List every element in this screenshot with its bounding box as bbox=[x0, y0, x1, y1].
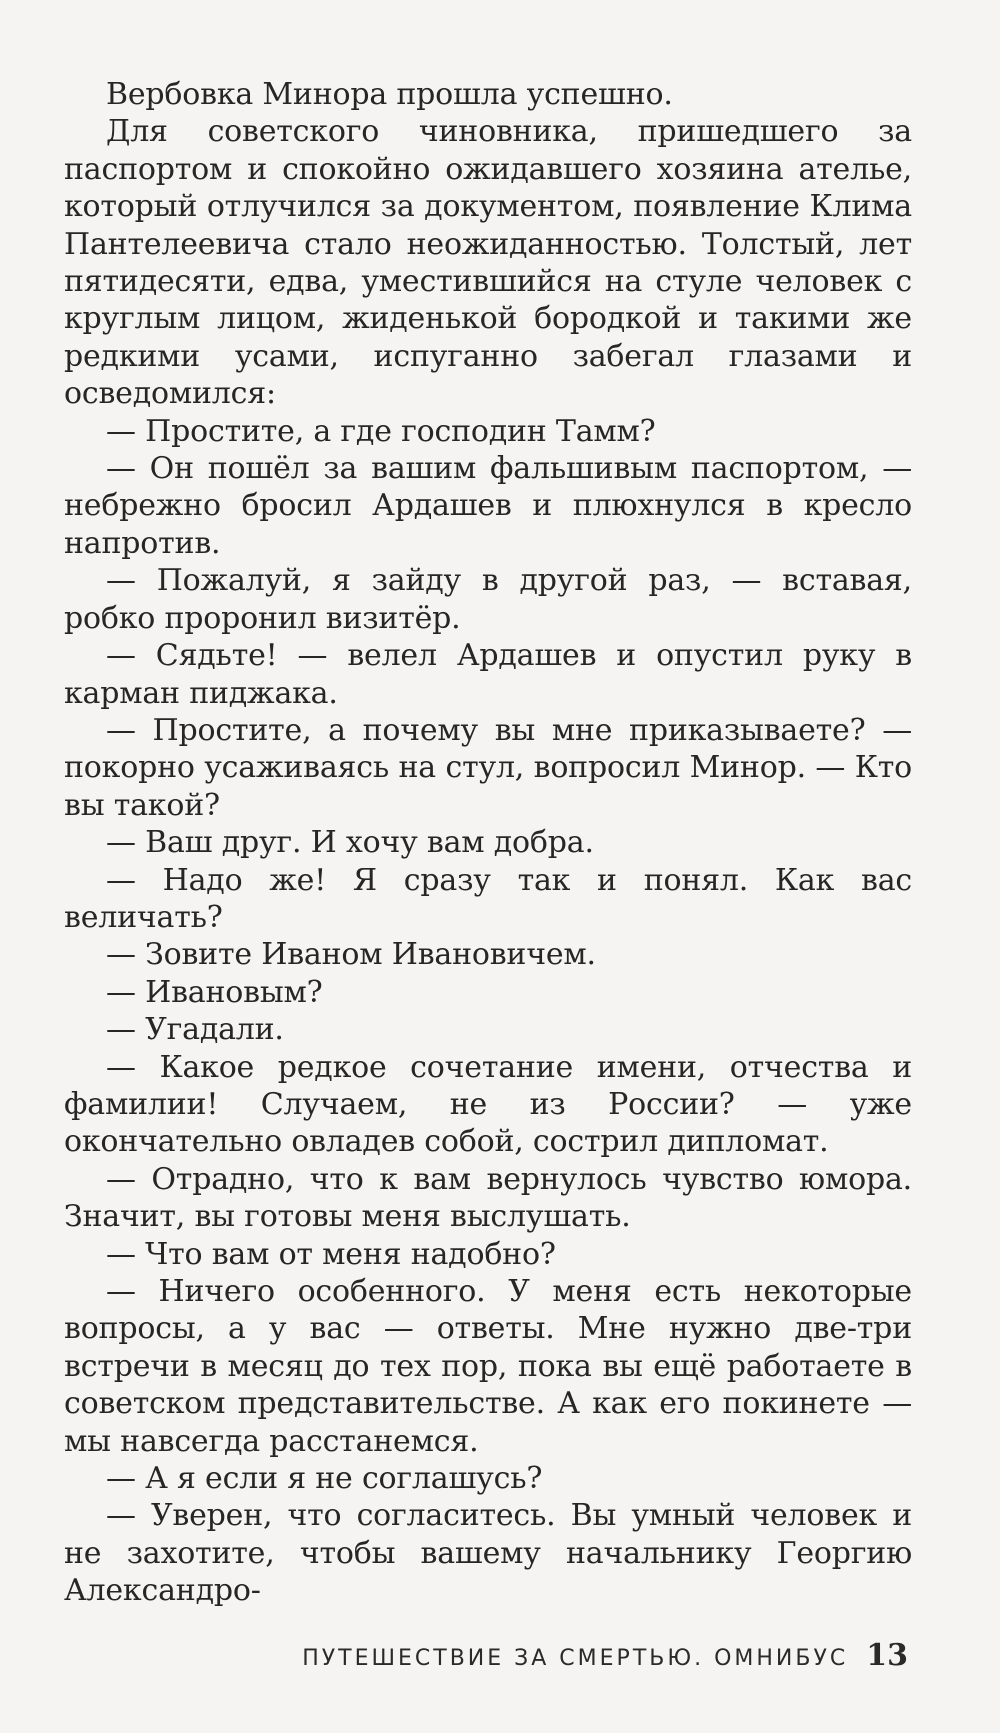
paragraph: — Угадали. bbox=[106, 1012, 284, 1048]
paragraph: — Пожалуй, я зайду в другой раз, — вставая, робко проронил визитёр. bbox=[64, 563, 912, 636]
paragraph: — Простите, а где господин Тамм? bbox=[106, 413, 656, 449]
paragraph: — Сядьте! — велел Ардашев и опустил руку в карман пиджака. bbox=[64, 638, 912, 711]
paragraph: Вербовка Минора прошла успешно. bbox=[106, 77, 673, 112]
page-body-text bbox=[64, 76, 912, 1610]
page-footer bbox=[192, 1638, 908, 1678]
paragraph: — Ивановым? bbox=[106, 974, 323, 1010]
paragraph: — Он пошёл за вашим фальшивым паспортом, — небрежно бросил Ардашев и плюхнулся в кресло напротив. bbox=[64, 451, 912, 561]
paragraph: — Простите, а почему вы мне приказываете? — покорно усаживаясь на стул, вопросил Минор. — Кто вы такой? bbox=[64, 712, 912, 823]
paragraph: Для советского чиновника, пришедшего за паспортом и спокойно ожидавшего хозяина ателье, который отлучился за документом, появление Клима Пантелеевича стало неожиданностью. Толстый, лет пятидесяти, едва, уместившийся на стуле человек с круглым лицом, жиденькой бородкой и такими же редкими усами, испуганно забегал глазами и осведомился: bbox=[64, 114, 912, 412]
paragraph: — Зовите Иваном Ивановичем. bbox=[106, 937, 596, 973]
paragraph: — Ваш друг. И хочу вам добра. bbox=[106, 825, 594, 861]
page-number: 13 bbox=[866, 1638, 908, 1673]
paragraph: — Уверен, что согласитесь. Вы умный человек и не захотите, чтобы вашему начальнику Георгию Александро- bbox=[64, 1498, 912, 1609]
running-title: ПУТЕШЕСТВИЕ ЗА СМЕРТЬЮ. ОМНИБУС bbox=[302, 1646, 849, 1671]
paragraph: — Что вам от меня надобно? bbox=[106, 1236, 556, 1272]
paragraph: — Какое редкое сочетание имени, отчества и фамилии! Случаем, не из России? — уже окончательно овладев собой, сострил дипломат. bbox=[64, 1049, 912, 1160]
paragraph: — Отрадно, что к вам вернулось чувство юмора. Значит, вы готовы меня выслушать. bbox=[64, 1161, 912, 1235]
paragraph: — А я если я не соглашусь? bbox=[106, 1461, 543, 1497]
paragraph: — Ничего особенного. У меня есть некоторые вопросы, а у вас — ответы. Мне нужно две-три встречи в месяц до тех пор, пока вы ещё работаете в советском представительстве. А как его покинете — мы навсегда расстанемся. bbox=[64, 1274, 912, 1459]
paragraph: — Надо же! Я сразу так и понял. Как вас величать? bbox=[64, 862, 912, 935]
